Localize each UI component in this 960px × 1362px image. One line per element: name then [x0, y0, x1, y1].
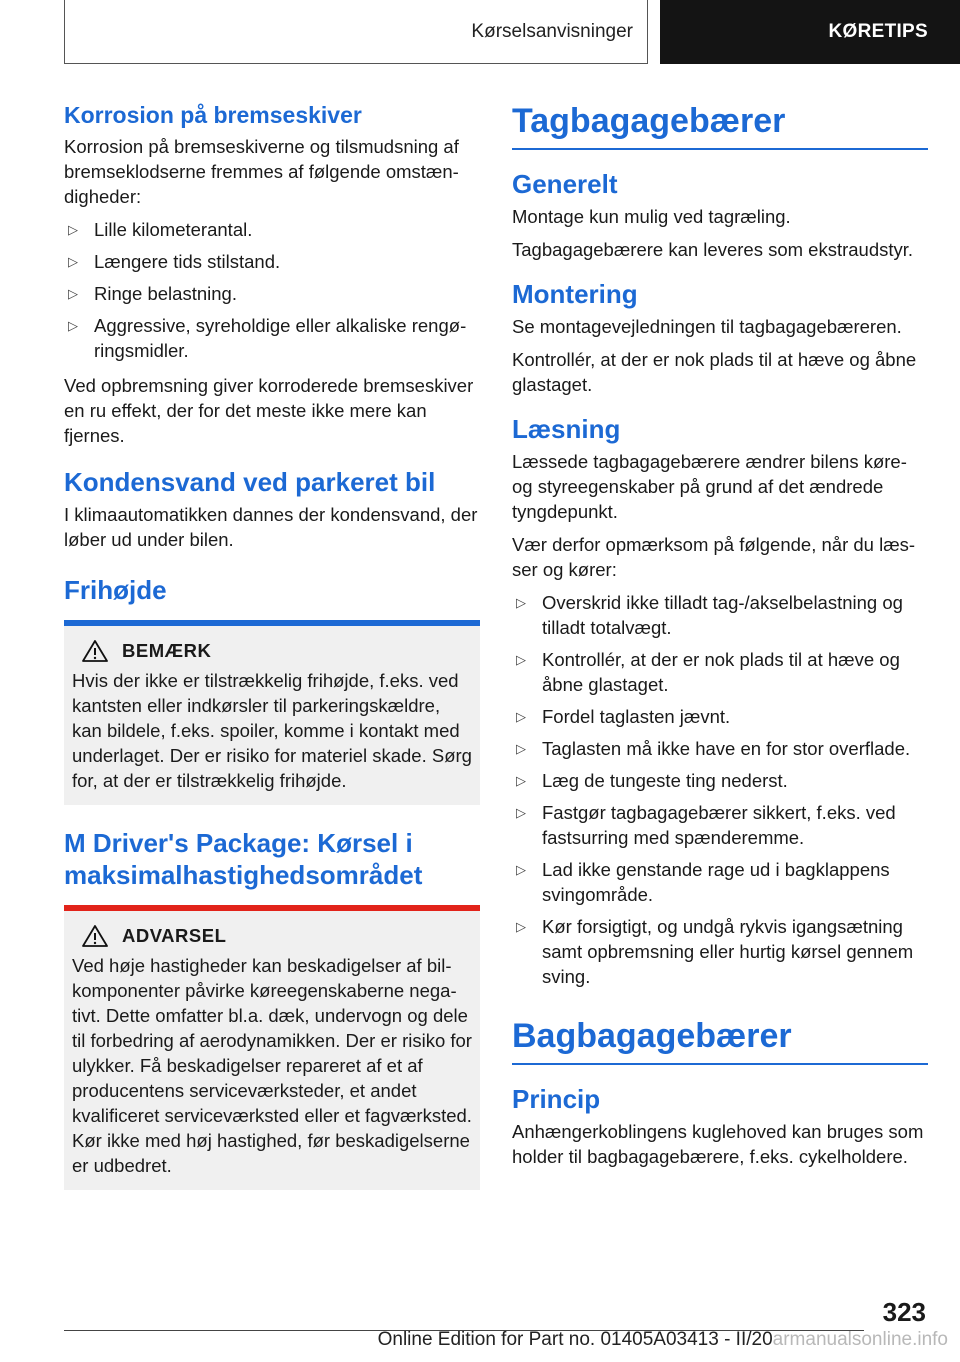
- header-section-label: Kørselsanvisninger: [471, 20, 633, 42]
- general-text-1: Montage kun mulig ved tagræling.: [512, 206, 791, 227]
- list-item: ▷ Fastgør tagbagagebærer sikkert, f.eks. ved fastsurring med spænderemme.: [516, 802, 896, 848]
- triangle-bullet-icon: ▷: [516, 919, 526, 934]
- list-item: ▷ Aggressive, syreholdige eller alkaliske rengøringsmidler.: [68, 315, 467, 361]
- corrosion-intro: Korrosion på bremseskiverne og tilsmudsning af bremseklodserne fremmes af følgende omstændigheder:: [64, 136, 459, 207]
- watermark: armanualsonline.info: [772, 1329, 948, 1350]
- triangle-bullet-icon: ▷: [516, 741, 526, 756]
- loading-text-2: Vær derfor opmærksom på følgende, når du læsser og kører:: [512, 534, 916, 580]
- header-chapter-label: KØRETIPS: [828, 21, 928, 42]
- list-item: ▷ Længere tids stilstand.: [68, 251, 281, 272]
- mdrivers-heading: M Driver's Package: Kørsel i maksimalhastighedsområdet: [64, 828, 423, 890]
- left-column: [64, 100, 480, 1212]
- condensation-heading: Kondensvand ved parkeret bil: [64, 467, 436, 497]
- list-item: ▷ Kontrollér, at der er nok plads til at hæve og åbne glastaget.: [516, 649, 900, 695]
- triangle-bullet-icon: ▷: [68, 254, 78, 269]
- list-item: ▷ Taglasten må ikke have en for stor overflade.: [516, 738, 911, 759]
- list-item: ▷ Kør forsigtigt, og undgå rykvis igangsætning samt opbremsning eller hurtig kørsel gennem sving.: [516, 916, 914, 987]
- page-number: 323: [882, 1297, 926, 1327]
- list-item: ▷ Lille kilometerantal.: [68, 219, 253, 240]
- general-heading: Generelt: [512, 169, 618, 199]
- general-text-2: Tagbagagebærere kan leveres som ekstraudstyr.: [512, 239, 914, 260]
- loading-heading: Læsning: [512, 414, 621, 444]
- principle-text: Anhængerkoblingens kuglehoved kan bruges som holder til bagbagagebærere, f.eks. cykelholdere.: [512, 1121, 924, 1167]
- clearance-heading: Frihøjde: [64, 575, 167, 605]
- right-column: [512, 100, 928, 1177]
- triangle-bullet-icon: ▷: [516, 595, 526, 610]
- mounting-heading: Montering: [512, 279, 638, 309]
- condensation-text: I klimaautomatikken dannes der kondensvand, der løber ud under bilen.: [64, 504, 478, 550]
- triangle-bullet-icon: ▷: [516, 805, 526, 820]
- corrosion-outro: Ved opbremsning giver korroderede bremseskiver en ru effekt, der for det meste ikke mere kan fjernes.: [64, 375, 474, 446]
- notice-box: [64, 620, 480, 805]
- triangle-bullet-icon: ▷: [516, 709, 526, 724]
- loading-text-1: Læssede tagbagagebærere ændrer bilens køre- og styreegenskaber på grund af det ændrede tyngdepunkt.: [512, 451, 907, 522]
- corrosion-list: [64, 217, 480, 363]
- list-item: ▷ Lad ikke genstande rage ud i bagklappens svingområde.: [516, 859, 890, 905]
- loading-list: [512, 590, 928, 989]
- header-chapter: [660, 0, 960, 64]
- roofrack-heading: Tagbagagebærer: [512, 102, 786, 140]
- corrosion-heading: Korrosion på bremseskiver: [64, 102, 362, 128]
- rearrack-heading: Bagbagagebærer: [512, 1017, 792, 1055]
- triangle-bullet-icon: ▷: [68, 318, 78, 333]
- warning-triangle-icon: [82, 925, 108, 947]
- triangle-bullet-icon: ▷: [68, 222, 78, 237]
- warning-box: [64, 905, 480, 1190]
- warning-triangle-icon: [82, 640, 108, 662]
- notice-title: BEMÆRK: [122, 640, 212, 661]
- triangle-bullet-icon: ▷: [516, 862, 526, 877]
- warning-text: Ved høje hastigheder kan beskadigelser af bilkomponenter påvirke køreegenskaberne negativt. Dette omfatter bl.a. dæk, undervogn og dele til forbedring af aerodynamikken. Der er risiko for ulykker. Få beskadigelser repareret af et af producentens serviceværksteder, et andet kvalificeret serviceværksted eller et fagværksted. Kør ikke med høj hastighed, før beskadigelserne er udbedret.: [72, 955, 472, 1176]
- edition-text: Online Edition for Part no. 01405A03413 - II/20: [377, 1329, 773, 1350]
- mounting-text-2: Kontrollér, at der er nok plads til at hæve og åbne glastaget.: [512, 349, 917, 395]
- triangle-bullet-icon: ▷: [516, 652, 526, 667]
- list-item: ▷ Fordel taglasten jævnt.: [516, 706, 731, 727]
- notice-text: Hvis der ikke er tilstrækkelig frihøjde, f.eks. ved kantsten eller indkørsler til parkeringskældre, kan bildele, f.eks. spoiler, komme i kontakt med underlaget. Der er risiko for materiel skade. Sørg for, at der er tilstrækkelig frihøjde.: [72, 670, 472, 791]
- mounting-text-1: Se montagevejledningen til tagbagagebæreren.: [512, 316, 902, 337]
- list-item: ▷ Overskrid ikke tilladt tag-/akselbelastning og tilladt totalvægt.: [516, 592, 903, 638]
- footer: [378, 1329, 948, 1351]
- list-item: ▷ Ringe belastning.: [68, 283, 237, 304]
- list-item: ▷ Læg de tungeste ting nederst.: [516, 770, 788, 791]
- header-section: [64, 0, 648, 64]
- principle-heading: Princip: [512, 1084, 601, 1114]
- triangle-bullet-icon: ▷: [516, 773, 526, 788]
- warning-title: ADVARSEL: [122, 925, 227, 946]
- triangle-bullet-icon: ▷: [68, 286, 78, 301]
